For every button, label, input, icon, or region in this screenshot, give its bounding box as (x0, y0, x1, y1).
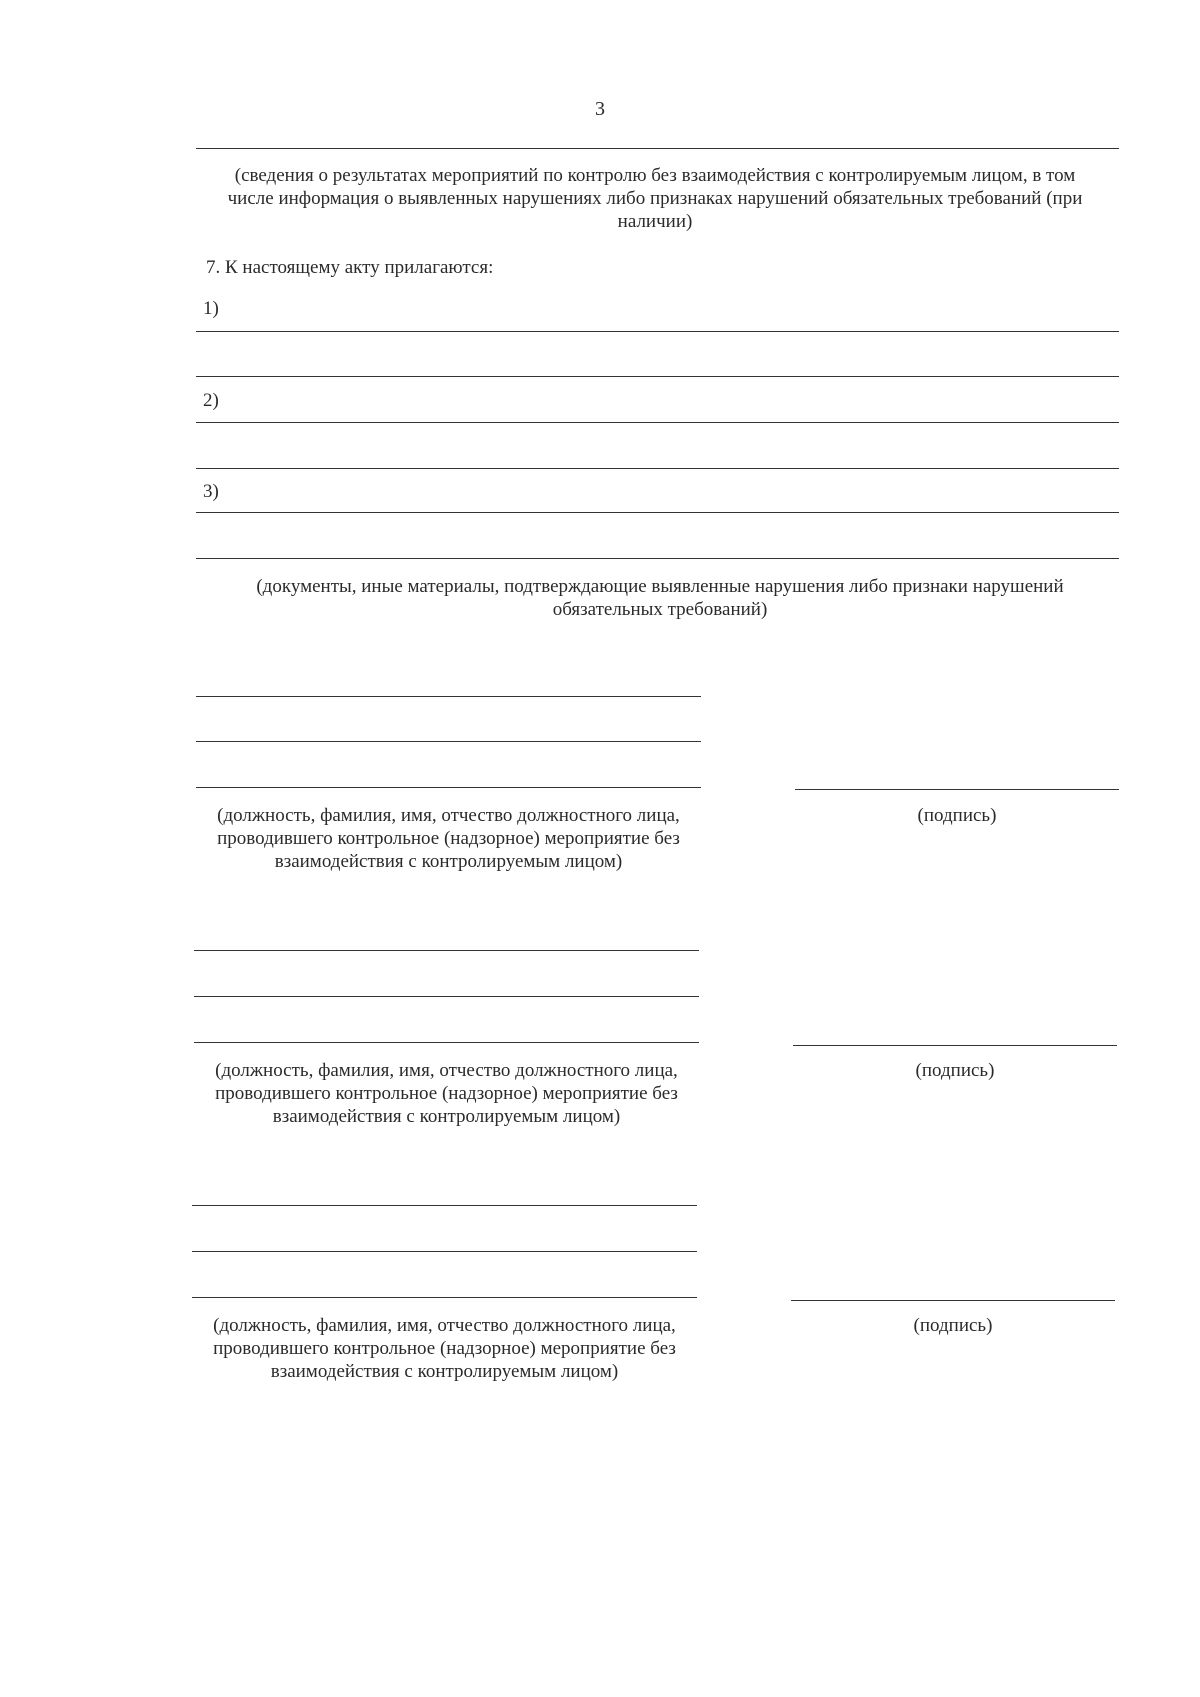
attachment-item-3-line-2 (196, 558, 1119, 559)
official-3-caption: (должность, фамилия, имя, отчество должностного лица, проводившего контрольное (надзорное) мероприятие без взаимодействия с контролируемым лицом) (213, 1315, 676, 1382)
official-1-caption: (должность, фамилия, имя, отчество должностного лица, проводившего контрольное (надзорное) мероприятие без взаимодействия с контролируемым лицом) (217, 805, 680, 872)
signature-3-caption: (подпись) (913, 1315, 993, 1336)
attachments-heading: 7. К настоящему акту прилагаются: (206, 257, 494, 278)
official-2-line-2 (194, 996, 699, 997)
official-3-line-2 (192, 1251, 697, 1252)
attachment-item-3-label: 3) (203, 481, 219, 502)
official-3-line-1 (192, 1205, 697, 1206)
official-3-line-3 (192, 1297, 697, 1298)
results-caption: (сведения о результатах мероприятий по контролю без взаимодействия с контролируемым лицом, в том числе информация о выявленных нарушениях либо признаках нарушений обязательных требований (при наличии) (227, 165, 1083, 232)
attachment-item-1-line-2 (196, 376, 1119, 377)
attachments-caption: (документы, иные материалы, подтверждающие выявленные нарушения либо признаки нарушений обязательных требований) (256, 576, 1064, 620)
signature-1-caption: (подпись) (917, 805, 997, 826)
attachment-item-2-label: 2) (203, 390, 219, 411)
page-number: 3 (595, 98, 605, 120)
attachment-item-2-line (196, 422, 1119, 423)
official-2-line-1 (194, 950, 699, 951)
signature-2-caption: (подпись) (915, 1060, 995, 1081)
official-1-line-3 (196, 787, 701, 788)
official-2-line-3 (194, 1042, 699, 1043)
attachment-item-2-line-2 (196, 468, 1119, 469)
official-2-caption: (должность, фамилия, имя, отчество должностного лица, проводившего контрольное (надзорное) мероприятие без взаимодействия с контролируемым лицом) (215, 1060, 678, 1127)
attachment-item-1-label: 1) (203, 298, 219, 319)
signature-3-line (791, 1300, 1115, 1301)
attachment-item-1-line (196, 331, 1119, 332)
results-fill-line (196, 148, 1119, 149)
official-1-line-1 (196, 696, 701, 697)
attachment-item-3-line (196, 512, 1119, 513)
official-1-line-2 (196, 741, 701, 742)
signature-2-line (793, 1045, 1117, 1046)
signature-1-line (795, 789, 1119, 790)
